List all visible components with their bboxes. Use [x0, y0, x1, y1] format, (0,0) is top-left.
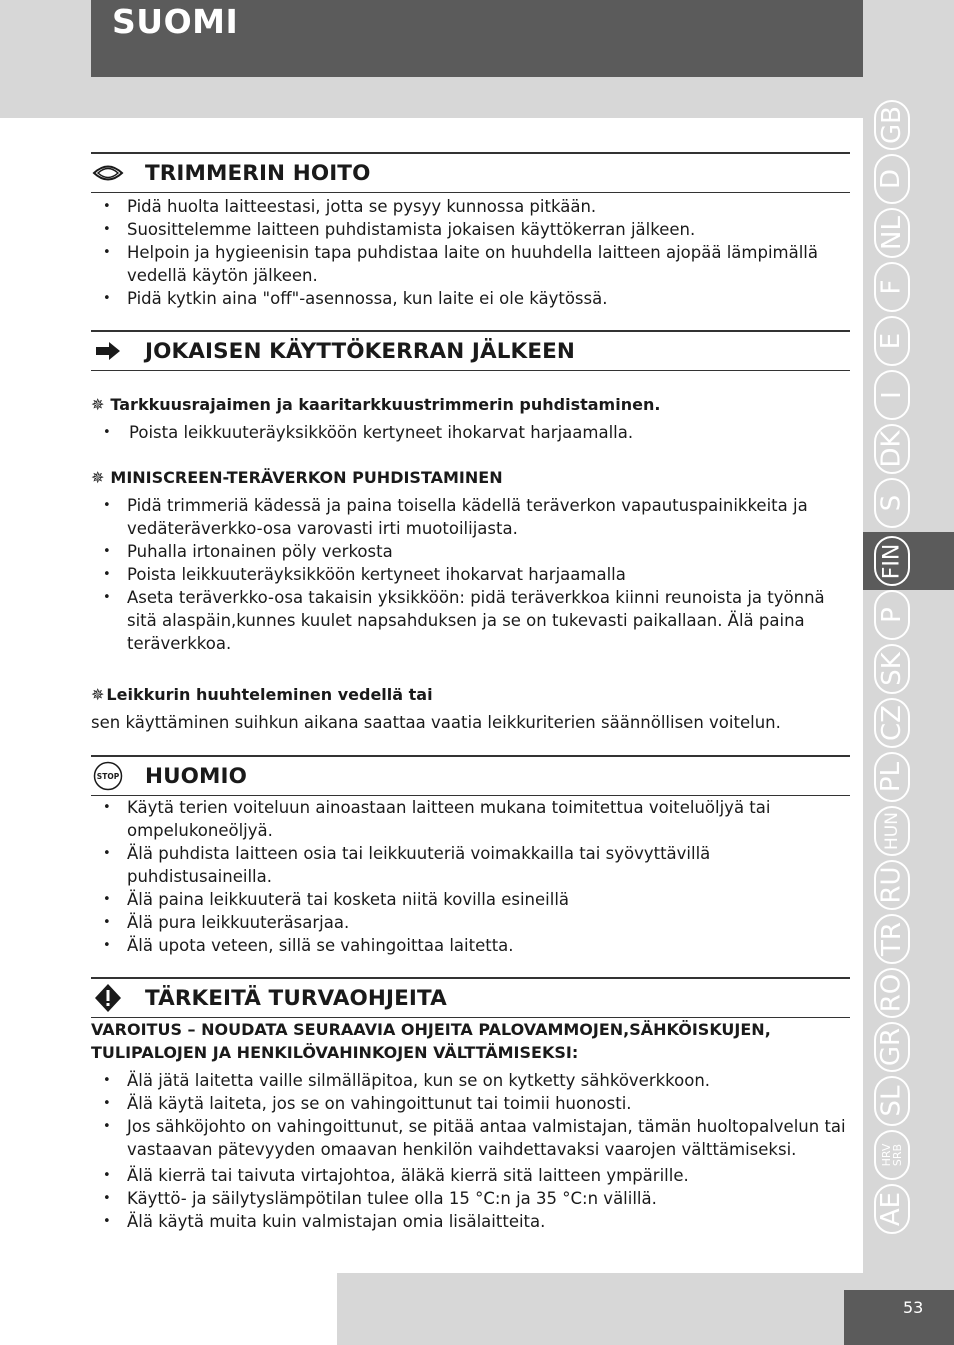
list-item: • Pidä trimmeriä kädessä ja paina toisella kädellä teräverkon vapautuspainikkeita ja vedäteräverkko-osa varovasti irti muotoilijasta. [91, 494, 850, 540]
main-content [91, 152, 850, 1233]
arrow-right-icon [91, 337, 125, 365]
list-item: • Älä upota veteen, sillä se vahingoittaa laitetta. [91, 934, 850, 957]
section-title: JOKAISEN KÄYTTÖKERRAN JÄLKEEN [145, 338, 575, 364]
sub1-list [91, 421, 850, 444]
list-item: • Poista leikkuuteräyksikköön kertyneet ihokarvat harjaamalla [91, 563, 850, 586]
list-item: • Pidä huolta laitteestasi, jotta se pysyy kunnossa pitkään. [91, 195, 850, 218]
section-header-after-use [91, 330, 850, 371]
note-list [91, 796, 850, 957]
list-item: • Aseta teräverkko-osa takaisin yksikköön: pidä teräverkkoa kiinni reunoista ja työnnä sitä alaspäin,kunnes kuulet napsahduksen ja se on tukevasti paikallaan. Älä paina teräverkkoa. [91, 586, 850, 655]
list-item: • Älä paina leikkuuterä tai kosketa niitä kovilla esineillä [91, 888, 850, 911]
tab-nl[interactable]: NL [863, 204, 954, 262]
section-header-safety [91, 977, 850, 1018]
page-footer-area [0, 1273, 337, 1345]
tab-ae[interactable]: AE [863, 1180, 954, 1238]
warning-drop-icon [91, 984, 125, 1012]
list-item: • Puhalla irtonainen pöly verkosta [91, 540, 850, 563]
tab-cz[interactable]: CZ [863, 694, 954, 752]
section-title: TRIMMERIN HOITO [145, 160, 371, 186]
tab-d[interactable]: D [863, 150, 954, 208]
care-list [91, 195, 850, 310]
tab-gb[interactable]: GB [863, 96, 954, 154]
tab-ru[interactable]: RU [863, 856, 954, 914]
sparkle-icon: ✵ [91, 468, 105, 487]
tab-e[interactable]: E [863, 312, 954, 370]
list-item: • Älä pura leikkuuteräsarjaa. [91, 911, 850, 934]
list-item: • Älä puhdista laitteen osia tai leikkuuteriä voimakkailla tai syövyttävillä puhdistusaineilla. [91, 842, 850, 888]
list-item: • Helpoin ja hygieenisin tapa puhdistaa laite on huuhdella laitteen ajopää lämpimällä vedellä käytön jälkeen. [91, 241, 850, 287]
tab-f[interactable]: F [863, 258, 954, 316]
section-header-note [91, 755, 850, 796]
list-item: • Älä käytä laiteta, jos se on vahingoittunut tai toimii huonosti. [91, 1092, 850, 1115]
tab-sk[interactable]: SK [863, 640, 954, 698]
sparkle-icon: ✵ [91, 395, 105, 414]
tab-gr[interactable]: GR [863, 1018, 954, 1076]
tab-tr[interactable]: TR [863, 910, 954, 968]
tab-hrv-srb[interactable]: HRV SRB [863, 1126, 954, 1184]
tab-hun[interactable]: HUN [863, 802, 954, 860]
list-item: • Käyttö- ja säilytyslämpötilan tulee olla 15 °C:n ja 35 °C:n välillä. [91, 1187, 850, 1210]
list-item: • Älä kierrä tai taivuta virtajohtoa, äläkä kierrä sitä laitteen ympärille. [91, 1164, 850, 1187]
list-item: • Jos sähköjohto on vahingoittunut, se pitää antaa valmistajan, tämän huoltopalvelun tai vastaavan pätevyyden omaavan henkilön vaihdettavaksi vaarojen välttämiseksi. [91, 1115, 850, 1161]
tab-fin[interactable]: FIN [863, 532, 954, 590]
svg-text:STOP: STOP [96, 772, 120, 781]
rinsing-text: sen käyttäminen suihkun aikana saattaa vaatia leikkuriterien säännöllisen voitelun. [91, 713, 781, 732]
section-title: TÄRKEITÄ TURVAOHJEITA [145, 985, 447, 1011]
tab-pl[interactable]: PL [863, 748, 954, 806]
list-item: • Älä käytä muita kuin valmistajan omia lisälaitteita. [91, 1210, 850, 1233]
tab-s[interactable]: S [863, 474, 954, 532]
list-item: • Poista leikkuuteräyksikköön kertyneet ihokarvat harjaamalla. [91, 421, 850, 444]
subheading-precision-trimmer: ✵ Tarkkuusrajaimen ja kaaritarkkuustrimmerin puhdistaminen. [91, 395, 661, 414]
sparkle-icon: ✵ [91, 685, 105, 704]
subheading-rinsing: ✵ Leikkurin huuhteleminen vedellä tai [91, 685, 433, 704]
list-item: • Älä jätä laitetta vaille silmälläpitoa, kun se on kytketty sähköverkkoon. [91, 1069, 850, 1092]
stop-icon [91, 762, 125, 790]
list-item: • Suosittelemme laitteen puhdistamista jokaisen käyttökerran jälkeen. [91, 218, 850, 241]
tab-dk[interactable]: DK [863, 420, 954, 478]
tab-p[interactable]: P [863, 586, 954, 644]
list-item: • Käytä terien voiteluun ainoastaan laitteen mukana toimitettua voiteluöljyä tai ompelukoneöljyä. [91, 796, 850, 842]
list-item: • Pidä kytkin aina "off"-asennossa, kun laite ei ole käytössä. [91, 287, 850, 310]
section-header-trimmer-care [91, 152, 850, 193]
eye-icon [91, 159, 125, 187]
page-number-box [844, 1290, 954, 1345]
header-bar [91, 0, 863, 77]
section-title: HUOMIO [145, 763, 248, 789]
tab-sl[interactable]: SL [863, 1072, 954, 1130]
safety-list [91, 1069, 850, 1233]
tab-i[interactable]: I [863, 366, 954, 424]
page-title: SUOMI [112, 2, 239, 41]
page-number: 53 [903, 1298, 924, 1317]
sub2-list [91, 494, 850, 655]
subheading-miniscreen: ✵ MINISCREEN-TERÄVERKON PUHDISTAMINEN [91, 468, 503, 487]
safety-warning: VAROITUS – NOUDATA SEURAAVIA OHJEITA PALOVAMMOJEN,SÄHKÖISKUJEN, TULIPALOJEN JA HENKILÖVAHINKOJEN VÄLTTÄMISEKSI: [91, 1020, 771, 1062]
tab-ro[interactable]: RO [863, 964, 954, 1022]
